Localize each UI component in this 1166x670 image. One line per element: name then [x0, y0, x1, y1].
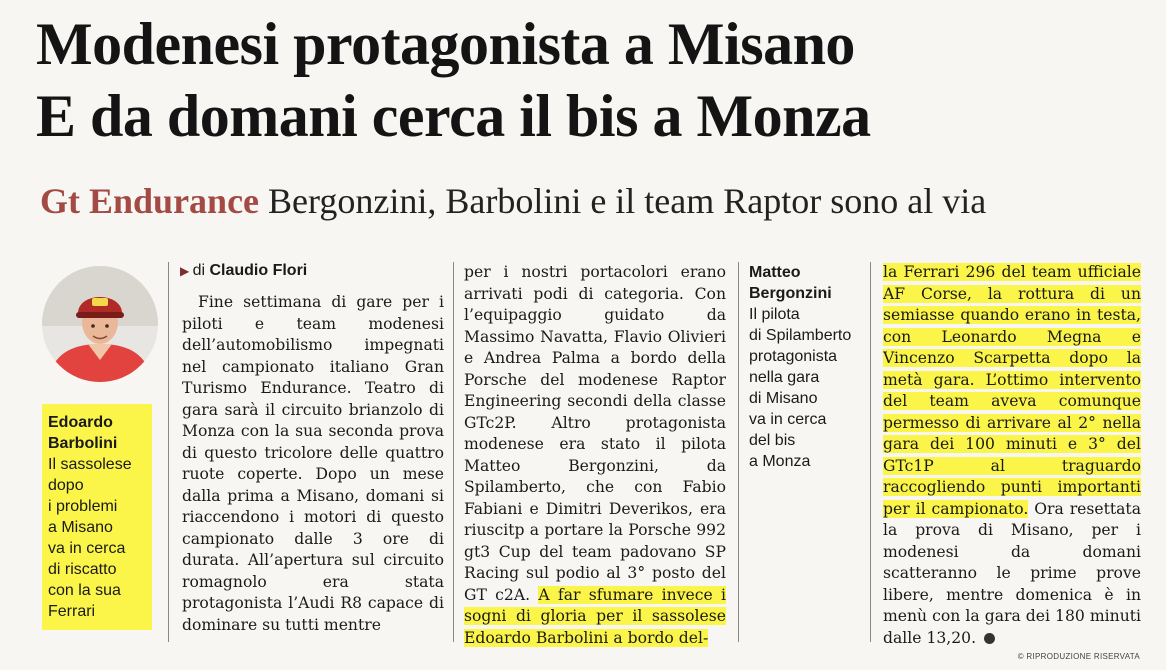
headline-line-1: Modenesi protagonista a Misano [36, 11, 855, 77]
caption-line: di Misano [749, 390, 818, 407]
byline [180, 262, 307, 280]
portrait-photo-barbolini [42, 266, 158, 382]
caption-line: del bis [749, 432, 796, 449]
caption-line: Il sassolese [48, 456, 132, 473]
headline-line-2: E da domani cerca il bis a Monza [36, 83, 871, 149]
caption-line: di riscatto [48, 561, 117, 578]
column-divider [453, 262, 454, 642]
caption-name-last: Bergonzini [749, 285, 832, 302]
byline-author: Claudio Flori [209, 262, 308, 279]
byline-prefix: di [192, 262, 210, 279]
copyright-notice: © RIPRODUZIONE RISERVATA [1017, 652, 1140, 661]
caption-line: di Spilamberto [749, 327, 852, 344]
article-text: Ora resettata la prova di Misano, per i modenesi da domani scatteranno le prime prove libere, mentre domenica è in menù con la gara dei 180 minuti dalle 13,20. [883, 499, 1141, 647]
caption-line: a Misano [48, 519, 113, 536]
article-column-1 [182, 292, 444, 636]
article-paragraph: Fine settimana di gare per i piloti e team modenesi dell’automobilismo impegnati nel campionato italiano Gran Turismo Endurance. Teatro di gara sarà il circuito brianzolo di Monza con la sua seconda prova di questo tricolore delle quattro ruote coperte. Dopo un mese dalla prima a Misano, domani si riaccendono i motori di questo campionato dalle 3 ore di durata. All’apertura sul circuito romagnolo era stata protagonista l’Audi R8 capace di dominare su tutti mentre [182, 293, 444, 634]
caption-line: i problemi [48, 498, 118, 515]
subheadline [40, 180, 986, 222]
highlighted-text: A far sfumare invece i sogni di gloria per il sassolese Edoardo Barbolini a bordo del- [464, 585, 726, 647]
caption-name-first: Edoardo [48, 414, 113, 431]
caption-line: protagonista [749, 348, 838, 365]
caption-line: Il pilota [749, 306, 800, 323]
column-divider [168, 262, 169, 642]
caption-line: va in cerca [749, 411, 827, 428]
caption-line: Ferrari [48, 603, 96, 620]
caption-line: dopo [48, 477, 84, 494]
byline-marker-icon: ▶ [180, 264, 193, 278]
article-paragraph [464, 262, 726, 649]
end-of-article-icon [984, 633, 995, 644]
article-column-3 [883, 262, 1141, 649]
article-paragraph [883, 262, 1141, 649]
caption-barbolini [42, 404, 152, 630]
highlighted-text: la Ferrari 296 del team ufficiale AF Corse, la rottura di un semiasse quando erano in testa, con Leonardo Megna e Vincenzo Scarpetta dopo la metà gara. L’ottimo intervento del team aveva comunque permesso di arrivare al 2° nella gara dei 100 minuti e 3° del GTc1P al traguardo raccogliendo punti importanti per il campionato. [883, 263, 1141, 518]
driver-portrait-illustration [42, 266, 158, 382]
caption-line: va in cerca [48, 540, 126, 557]
caption-name-first: Matteo [749, 264, 801, 281]
article-text: per i nostri portacolori erano arrivati podi di categoria. Con l’equipaggio guidato da Massimo Navatta, Flavio Olivieri e Andrea Palma a bordo della Porsche del modenese Raptor Engineering secondi della classe GTc2P. Altro protagonista modenese era stato il pilota Matteo Bergonzini, da Spilamberto, che con Fabio Fabiani e Dimitri Deverikos, era riuscitp a portare la Porsche 992 gt3 Cup del team padovano SP Racing sul podio al 3° posto del GT c2A. [464, 263, 726, 604]
column-divider [870, 262, 871, 642]
caption-name-last: Barbolini [48, 435, 118, 452]
column-divider [738, 262, 739, 642]
caption-line: nella gara [749, 369, 820, 386]
subhead-kicker: Gt Endurance [40, 181, 260, 221]
caption-line: con la sua [48, 582, 121, 599]
caption-bergonzini [749, 262, 859, 472]
caption-line: a Monza [749, 453, 811, 470]
subhead-text: Bergonzini, Barbolini e il team Raptor sono al via [259, 181, 987, 221]
article-column-2 [464, 262, 726, 649]
